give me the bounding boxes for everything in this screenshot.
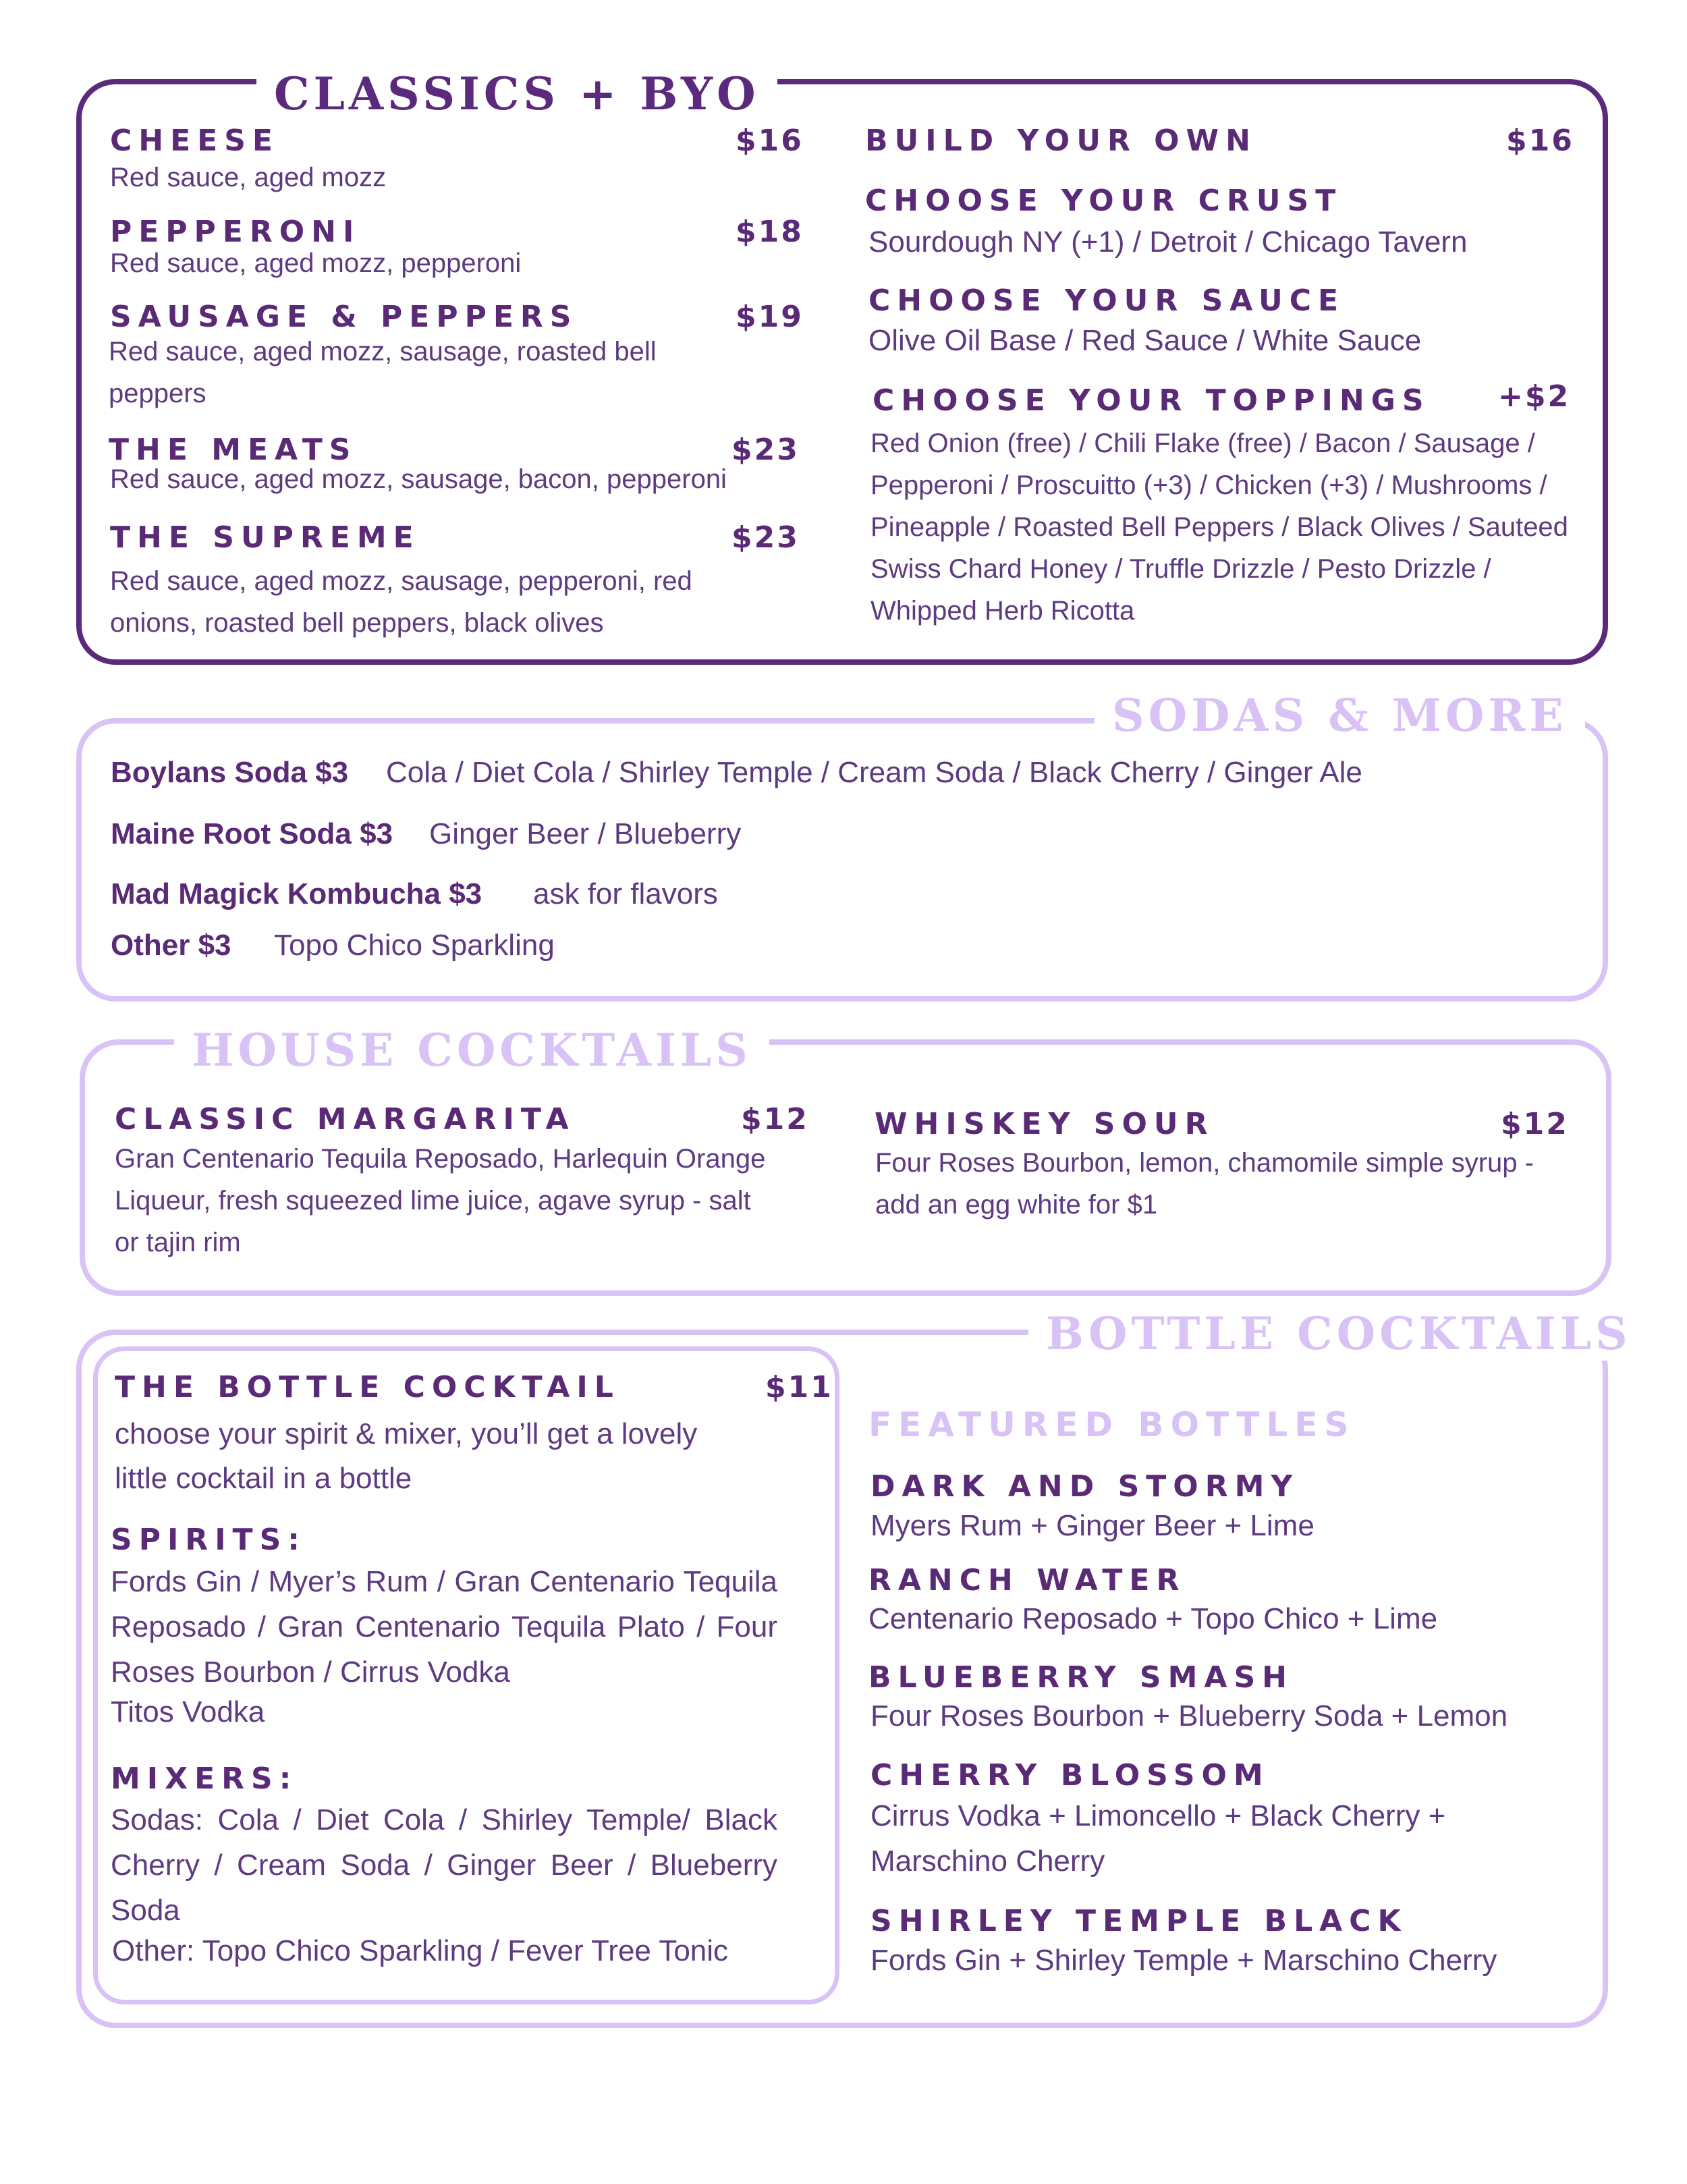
spirits-extra: Titos Vodka xyxy=(111,1695,265,1728)
margarita-name: CLASSIC MARGARITA xyxy=(115,1102,576,1137)
byo-title: BUILD YOUR OWN xyxy=(865,124,1257,158)
spirits-title: SPIRITS: xyxy=(111,1523,306,1557)
the-supreme-name: THE SUPREME xyxy=(110,520,420,555)
featured-bottles-title: FEATURED BOTTLES xyxy=(868,1405,1356,1444)
margarita-desc: Gran Centenario Tequila Reposado, Harlequin Orange Liqueur, fresh squeezed lime juice, agave syrup - salt or tajin rim xyxy=(115,1144,766,1257)
kombucha-label: Mad Magick Kombucha $3 xyxy=(111,877,482,910)
mixers-list: Sodas: Cola / Diet Cola / Shirley Temple/ Black Cherry / Cream Soda / Ginger Beer / Blueberry Soda xyxy=(111,1803,777,1927)
whiskey-sour-price: $12 xyxy=(1501,1107,1569,1141)
kombucha-options: ask for flavors xyxy=(533,877,718,910)
toppings-options: Red Onion (free) / Chili Flake (free) / Bacon / Sausage / Pepperoni / Proscuitto (+3) / Chicken (+3) / Mushrooms / Pineapple / Roasted Bell Peppers / Black Olives / Sauteed Swiss Chard Honey / Truffle Drizzle / Pesto Drizzle / Whipped Herb Ricotta xyxy=(870,429,1568,626)
crust-options: Sourdough NY (+1) / Detroit / Chicago Tavern xyxy=(868,225,1468,258)
the-supreme-desc: Red sauce, aged mozz, sausage, pepperoni, red onions, roasted bell peppers, black olives xyxy=(110,566,692,638)
other-options: Topo Chico Sparkling xyxy=(274,929,555,962)
ranch-water-desc: Centenario Reposado + Topo Chico + Lime xyxy=(868,1602,1438,1635)
bottle-cocktail-name: THE BOTTLE COCKTAIL xyxy=(115,1370,620,1404)
sausage-peppers-name: SAUSAGE & PEPPERS xyxy=(110,300,578,334)
whiskey-sour-desc: Four Roses Bourbon, lemon, chamomile simple syrup - add an egg white for $1 xyxy=(875,1148,1534,1220)
dark-stormy-name: DARK AND STORMY xyxy=(870,1469,1300,1504)
mixers-other: Other: Topo Chico Sparkling / Fever Tree Tonic xyxy=(112,1934,729,1967)
sodas-title: SODAS & MORE xyxy=(1095,688,1585,742)
bottle-cocktails-title: BOTTLE COCKTAILS xyxy=(1028,1307,1649,1361)
maine-root-options: Ginger Beer / Blueberry xyxy=(429,817,742,850)
boylans-label: Boylans Soda $3 xyxy=(111,756,349,789)
byo-price: $16 xyxy=(1506,124,1574,158)
the-meats-price: $23 xyxy=(731,433,800,467)
shirley-temple-black-name: SHIRLEY TEMPLE BLACK xyxy=(870,1904,1408,1938)
pepperoni-desc: Red sauce, aged mozz, pepperoni xyxy=(110,248,522,278)
toppings-price: +$2 xyxy=(1498,379,1571,414)
sausage-peppers-desc: Red sauce, aged mozz, sausage, roasted bell peppers xyxy=(109,337,657,408)
sausage-peppers-price: $19 xyxy=(736,300,804,334)
pepperoni-name: PEPPERONI xyxy=(110,215,361,249)
spirits-list: Fords Gin / Myer’s Rum / Gran Centenario Tequila Reposado / Gran Centenario Tequila Plato / Four Roses Bourbon / Cirrus Vodka xyxy=(111,1565,777,1689)
toppings-title: CHOOSE YOUR TOPPINGS xyxy=(873,383,1431,418)
other-label: Other $3 xyxy=(111,929,231,962)
cherry-blossom-name: CHERRY BLOSSOM xyxy=(870,1758,1270,1793)
bottle-cocktail-price: $11 xyxy=(765,1370,833,1404)
the-supreme-price: $23 xyxy=(731,520,800,555)
dark-stormy-desc: Myers Rum + Ginger Beer + Lime xyxy=(870,1509,1315,1542)
shirley-temple-black-desc: Fords Gin + Shirley Temple + Marschino Cherry xyxy=(870,1944,1497,1977)
boylans-options: Cola / Diet Cola / Shirley Temple / Cream Soda / Black Cherry / Ginger Ale xyxy=(386,756,1362,789)
ranch-water-name: RANCH WATER xyxy=(868,1563,1186,1598)
the-meats-name: THE MEATS xyxy=(109,433,358,467)
mixers-title: MIXERS: xyxy=(111,1762,298,1796)
sauce-options: Olive Oil Base / Red Sauce / White Sauce xyxy=(868,324,1422,357)
margarita-price: $12 xyxy=(741,1102,809,1137)
bottle-cocktail-desc: choose your spirit & mixer, you’ll get a lovely little cocktail in a bottle xyxy=(115,1417,698,1495)
pepperoni-price: $18 xyxy=(736,215,804,249)
the-meats-desc: Red sauce, aged mozz, sausage, bacon, pepperoni xyxy=(110,464,727,494)
sauce-title: CHOOSE YOUR SAUCE xyxy=(868,283,1346,318)
whiskey-sour-name: WHISKEY SOUR xyxy=(875,1107,1215,1141)
crust-title: CHOOSE YOUR CRUST xyxy=(865,184,1343,218)
cheese-name: CHEESE xyxy=(110,124,279,158)
house-cocktails-title: HOUSE COCKTAILS xyxy=(174,1023,769,1077)
blueberry-smash-name: BLUEBERRY SMASH xyxy=(868,1660,1294,1695)
cheese-price: $16 xyxy=(736,124,804,158)
classics-title: CLASSICS + BYO xyxy=(256,67,777,121)
blueberry-smash-desc: Four Roses Bourbon + Blueberry Soda + Lemon xyxy=(870,1699,1508,1732)
maine-root-label: Maine Root Soda $3 xyxy=(111,817,393,850)
cherry-blossom-desc: Cirrus Vodka + Limoncello + Black Cherry + Marschino Cherry xyxy=(870,1799,1446,1878)
cheese-desc: Red sauce, aged mozz xyxy=(110,163,387,192)
